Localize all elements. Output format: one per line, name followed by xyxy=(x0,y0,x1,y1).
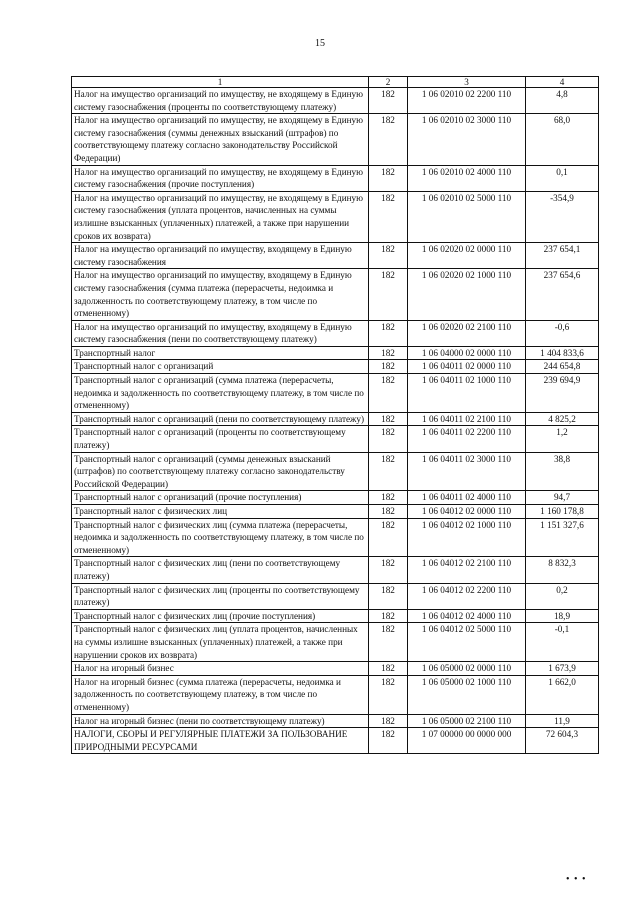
row-amount: -354,9 xyxy=(526,191,599,242)
row-classification-code: 1 06 04011 02 1000 110 xyxy=(408,374,526,413)
row-amount: -0,1 xyxy=(526,623,599,662)
row-admin-code: 182 xyxy=(369,114,408,165)
row-admin-code: 182 xyxy=(369,557,408,583)
row-classification-code: 1 06 04000 02 0000 110 xyxy=(408,346,526,360)
footer-mark: • • • xyxy=(566,874,587,885)
row-name: Транспортный налог с организаций (прочие поступления) xyxy=(72,491,369,505)
row-classification-code: 1 06 04011 02 0000 110 xyxy=(408,360,526,374)
table-row xyxy=(72,714,599,728)
row-admin-code: 182 xyxy=(369,360,408,374)
row-name: Налог на имущество организаций по имуществу, входящему в Единую систему газоснабжения (сумма платежа (перерасчеты, недоимка и задолженность по соответствующему платежу, в том числе по отмененному) xyxy=(72,269,369,320)
table-row xyxy=(72,675,599,714)
table-row xyxy=(72,374,599,413)
row-admin-code: 182 xyxy=(369,518,408,557)
table-row xyxy=(72,360,599,374)
row-classification-code: 1 06 04012 02 1000 110 xyxy=(408,518,526,557)
table-row xyxy=(72,191,599,242)
row-amount: 8 832,3 xyxy=(526,557,599,583)
column-header-2: 2 xyxy=(369,77,408,88)
row-classification-code: 1 06 02010 02 3000 110 xyxy=(408,114,526,165)
row-classification-code: 1 06 04011 02 2200 110 xyxy=(408,426,526,452)
table-row xyxy=(72,412,599,426)
row-admin-code: 182 xyxy=(369,675,408,714)
row-amount: 72 604,3 xyxy=(526,728,599,754)
row-classification-code: 1 06 04012 02 2100 110 xyxy=(408,557,526,583)
row-name: Транспортный налог xyxy=(72,346,369,360)
row-amount: 38,8 xyxy=(526,452,599,491)
row-admin-code: 182 xyxy=(369,412,408,426)
row-amount: 4 825,2 xyxy=(526,412,599,426)
row-classification-code: 1 06 02020 02 2100 110 xyxy=(408,320,526,346)
row-admin-code: 182 xyxy=(369,728,408,754)
row-name: Транспортный налог с физических лиц (пени по соответствующему платежу) xyxy=(72,557,369,583)
table-body xyxy=(72,88,599,754)
table-row xyxy=(72,346,599,360)
revenue-table xyxy=(71,76,599,754)
row-admin-code: 182 xyxy=(369,426,408,452)
row-classification-code: 1 06 04012 02 0000 110 xyxy=(408,505,526,519)
row-admin-code: 182 xyxy=(369,88,408,114)
row-admin-code: 182 xyxy=(369,662,408,676)
table-row xyxy=(72,609,599,623)
table-row xyxy=(72,518,599,557)
row-admin-code: 182 xyxy=(369,165,408,191)
row-name: Налог на имущество организаций по имуществу, не входящему в Единую систему газоснабжения (уплата процентов, начисленных на суммы излишне взысканных (уплаченных) платежей, а также при нарушении сроков их возврата) xyxy=(72,191,369,242)
row-admin-code: 182 xyxy=(369,191,408,242)
row-amount: 1 160 178,8 xyxy=(526,505,599,519)
row-amount: 1 673,9 xyxy=(526,662,599,676)
table-row xyxy=(72,320,599,346)
row-name: Налог на имущество организаций по имуществу, входящему в Единую систему газоснабжения (пени по соответствующему платежу) xyxy=(72,320,369,346)
row-amount: 1 151 327,6 xyxy=(526,518,599,557)
row-name: Налог на имущество организаций по имуществу, входящему в Единую систему газоснабжения xyxy=(72,243,369,269)
row-amount: 0,2 xyxy=(526,583,599,609)
table-row xyxy=(72,243,599,269)
table-row xyxy=(72,623,599,662)
row-amount: 237 654,6 xyxy=(526,269,599,320)
row-classification-code: 1 06 02010 02 2200 110 xyxy=(408,88,526,114)
table-row xyxy=(72,88,599,114)
row-classification-code: 1 06 05000 02 2100 110 xyxy=(408,714,526,728)
row-name: Транспортный налог с организаций xyxy=(72,360,369,374)
row-classification-code: 1 06 04011 02 3000 110 xyxy=(408,452,526,491)
row-name: Налог на игорный бизнес (пени по соответствующему платежу) xyxy=(72,714,369,728)
row-classification-code: 1 06 04012 02 2200 110 xyxy=(408,583,526,609)
row-amount: 94,7 xyxy=(526,491,599,505)
row-admin-code: 182 xyxy=(369,320,408,346)
row-admin-code: 182 xyxy=(369,243,408,269)
row-name: Транспортный налог с организаций (пени по соответствующему платежу) xyxy=(72,412,369,426)
row-admin-code: 182 xyxy=(369,583,408,609)
row-classification-code: 1 06 04011 02 4000 110 xyxy=(408,491,526,505)
row-name: Налог на игорный бизнес xyxy=(72,662,369,676)
table-row xyxy=(72,505,599,519)
table-row xyxy=(72,728,599,754)
row-amount: 244 654,8 xyxy=(526,360,599,374)
row-admin-code: 182 xyxy=(369,452,408,491)
row-amount: 1 662,0 xyxy=(526,675,599,714)
row-amount: 11,9 xyxy=(526,714,599,728)
row-classification-code: 1 06 04012 02 4000 110 xyxy=(408,609,526,623)
row-admin-code: 182 xyxy=(369,714,408,728)
row-amount: 4,8 xyxy=(526,88,599,114)
table-row xyxy=(72,269,599,320)
table-row xyxy=(72,557,599,583)
table-row xyxy=(72,662,599,676)
row-name: Налог на имущество организаций по имуществу, не входящему в Единую систему газоснабжения (прочие поступления) xyxy=(72,165,369,191)
table-row xyxy=(72,491,599,505)
table-row xyxy=(72,165,599,191)
row-classification-code: 1 07 00000 00 0000 000 xyxy=(408,728,526,754)
row-name: Транспортный налог с физических лиц (уплата процентов, начисленных на суммы излишне взысканных (уплаченных) платежей, а также при нарушении сроков их возврата) xyxy=(72,623,369,662)
row-admin-code: 182 xyxy=(369,269,408,320)
row-amount: 1,2 xyxy=(526,426,599,452)
row-name: Налог на игорный бизнес (сумма платежа (перерасчеты, недоимка и задолженность по соответствующему платежу, в том числе по отмененному) xyxy=(72,675,369,714)
row-amount: 68,0 xyxy=(526,114,599,165)
column-header-1: 1 xyxy=(72,77,369,88)
table-row xyxy=(72,114,599,165)
row-classification-code: 1 06 04011 02 2100 110 xyxy=(408,412,526,426)
row-amount: 18,9 xyxy=(526,609,599,623)
row-name: Транспортный налог с физических лиц (проценты по соответствующему платежу) xyxy=(72,583,369,609)
row-admin-code: 182 xyxy=(369,346,408,360)
table-row xyxy=(72,583,599,609)
row-classification-code: 1 06 02010 02 4000 110 xyxy=(408,165,526,191)
row-name: Налог на имущество организаций по имуществу, не входящему в Единую систему газоснабжения (проценты по соответствующему платежу) xyxy=(72,88,369,114)
table-row xyxy=(72,426,599,452)
row-amount: -0,6 xyxy=(526,320,599,346)
row-name: Транспортный налог с физических лиц xyxy=(72,505,369,519)
row-admin-code: 182 xyxy=(369,374,408,413)
row-name: Транспортный налог с физических лиц (прочие поступления) xyxy=(72,609,369,623)
table-header-row xyxy=(72,77,599,88)
row-amount: 237 654,1 xyxy=(526,243,599,269)
row-name: Транспортный налог с организаций (сумма платежа (перерасчеты, недоимка и задолженность по соответствующему платежу, в том числе по отмененному) xyxy=(72,374,369,413)
row-amount: 0,1 xyxy=(526,165,599,191)
row-amount: 1 404 833,6 xyxy=(526,346,599,360)
row-admin-code: 182 xyxy=(369,609,408,623)
table-row xyxy=(72,452,599,491)
row-classification-code: 1 06 05000 02 0000 110 xyxy=(408,662,526,676)
row-admin-code: 182 xyxy=(369,623,408,662)
row-classification-code: 1 06 05000 02 1000 110 xyxy=(408,675,526,714)
row-admin-code: 182 xyxy=(369,505,408,519)
page-number: 15 xyxy=(315,38,325,49)
row-classification-code: 1 06 04012 02 5000 110 xyxy=(408,623,526,662)
row-name: Налог на имущество организаций по имуществу, не входящему в Единую систему газоснабжения (суммы денежных взысканий (штрафов) по соответствующему платежу согласно законодательству Российской Федерации) xyxy=(72,114,369,165)
row-name: НАЛОГИ, СБОРЫ И РЕГУЛЯРНЫЕ ПЛАТЕЖИ ЗА ПОЛЬЗОВАНИЕ ПРИРОДНЫМИ РЕСУРСАМИ xyxy=(72,728,369,754)
row-name: Транспортный налог с организаций (суммы денежных взысканий (штрафов) по соответствующему платежу согласно законодательству Российской Федерации) xyxy=(72,452,369,491)
row-classification-code: 1 06 02020 02 0000 110 xyxy=(408,243,526,269)
row-classification-code: 1 06 02010 02 5000 110 xyxy=(408,191,526,242)
row-name: Транспортный налог с физических лиц (сумма платежа (перерасчеты, недоимка и задолженность по соответствующему платежу, в том числе по отмененному) xyxy=(72,518,369,557)
column-header-4: 4 xyxy=(526,77,599,88)
row-classification-code: 1 06 02020 02 1000 110 xyxy=(408,269,526,320)
row-admin-code: 182 xyxy=(369,491,408,505)
row-amount: 239 694,9 xyxy=(526,374,599,413)
row-name: Транспортный налог с организаций (проценты по соответствующему платежу) xyxy=(72,426,369,452)
column-header-3: 3 xyxy=(408,77,526,88)
